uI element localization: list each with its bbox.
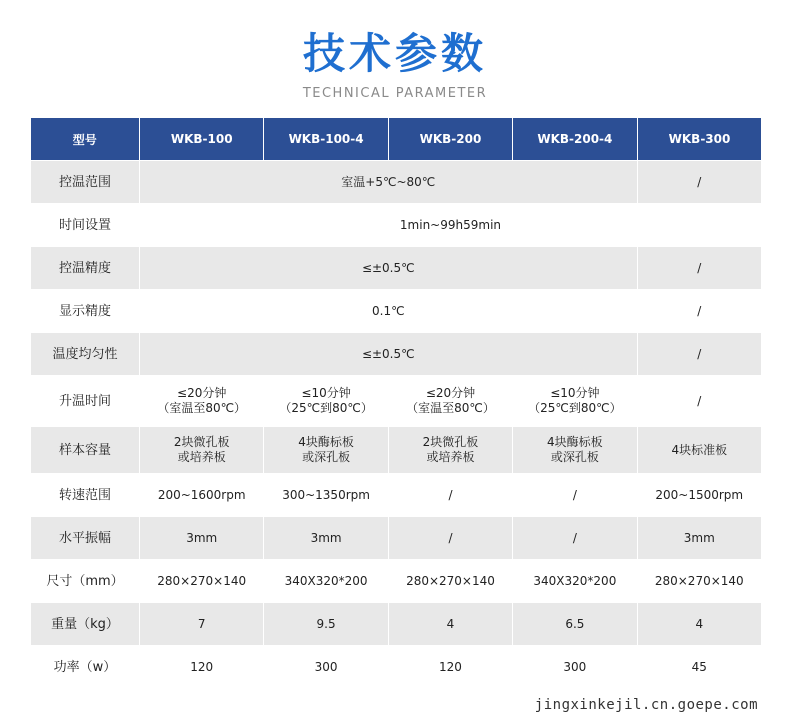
row-label: 样本容量: [31, 427, 140, 474]
cell-wkb-200-4: 340X320*200: [513, 560, 637, 603]
cell-wkb-100-4: 340X320*200: [264, 560, 388, 603]
cell-line: ≤20分钟: [425, 386, 476, 400]
header-model: 型号: [31, 118, 140, 161]
watermark-url: jingxinkejil.cn.goepe.com: [534, 697, 758, 713]
cell-line: 或深孔板: [302, 450, 351, 464]
cell-wkb-300: /: [637, 376, 761, 427]
cell-wkb-200: 4: [388, 603, 512, 646]
table-row-temp-precision: [31, 247, 762, 290]
cell-wkb-200-4: /: [513, 474, 637, 517]
cell-merged: 室温+5℃~80℃: [140, 161, 638, 204]
table-row-weight: [31, 603, 762, 646]
row-label: 温度均匀性: [31, 333, 140, 376]
row-label: 水平振幅: [31, 517, 140, 560]
cell-line: 2块微孔板: [173, 435, 230, 449]
cell-wkb-100: [140, 376, 264, 427]
cell-wkb-300: /: [637, 161, 761, 204]
cell-line: （室温至80℃）: [406, 401, 495, 415]
header-wkb-300: WKB-300: [637, 118, 761, 161]
cell-wkb-200-4: [513, 427, 637, 474]
row-label: 控温范围: [31, 161, 140, 204]
cell-wkb-200: [388, 427, 512, 474]
table-row-time-setting: [31, 204, 762, 247]
cell-wkb-100: 280×270×140: [140, 560, 264, 603]
cell-wkb-200: /: [388, 474, 512, 517]
row-label: 控温精度: [31, 247, 140, 290]
cell-wkb-300: /: [637, 247, 761, 290]
cell-merged: 0.1℃: [140, 290, 638, 333]
cell-line: （室温至80℃）: [157, 401, 247, 415]
table-row-speed: [31, 474, 762, 517]
cell-wkb-100: 120: [140, 646, 264, 689]
cell-wkb-100-4: 300~1350rpm: [264, 474, 388, 517]
table-row-power: [31, 646, 762, 689]
parameter-table: [30, 118, 762, 689]
header-wkb-100: WKB-100: [140, 118, 264, 161]
page-title: 技术参数: [302, 29, 487, 78]
cell-line: 2块微孔板: [422, 435, 479, 449]
cell-line: 4块酶标板: [547, 435, 603, 449]
row-label: 转速范围: [31, 474, 140, 517]
cell-wkb-200-4: /: [513, 517, 637, 560]
cell-wkb-300: 4块标准板: [637, 427, 761, 474]
header-wkb-200-4: WKB-200-4: [513, 118, 637, 161]
cell-merged: ≤±0.5℃: [140, 247, 638, 290]
cell-wkb-200: /: [388, 517, 512, 560]
cell-wkb-100: 3mm: [140, 517, 264, 560]
cell-wkb-200: 280×270×140: [388, 560, 512, 603]
row-label: 重量（kg）: [31, 603, 140, 646]
cell-line: 或培养板: [177, 450, 226, 464]
row-label: 尺寸（mm）: [31, 560, 140, 603]
table-row-uniformity: [31, 333, 762, 376]
cell-line: ≤10分钟: [550, 386, 600, 400]
cell-line: 或培养板: [426, 450, 475, 464]
row-label: 显示精度: [31, 290, 140, 333]
cell-merged: ≤±0.5℃: [140, 333, 638, 376]
header-wkb-200: WKB-200: [388, 118, 512, 161]
page-subtitle: TECHNICAL PARAMETER: [302, 86, 488, 101]
cell-wkb-200: [388, 376, 512, 427]
table-row-temp-range: [31, 161, 762, 204]
row-label: 功率（w）: [31, 646, 140, 689]
cell-wkb-200-4: [513, 376, 637, 427]
table-row-size: [31, 560, 762, 603]
cell-wkb-100: 200~1600rpm: [140, 474, 264, 517]
cell-wkb-200-4: 300: [513, 646, 637, 689]
cell-wkb-100-4: 3mm: [264, 517, 388, 560]
cell-wkb-100-4: [264, 376, 388, 427]
table-row-display-precision: [31, 290, 762, 333]
cell-wkb-100-4: [264, 427, 388, 474]
cell-wkb-300: 3mm: [637, 517, 761, 560]
cell-wkb-100-4: 9.5: [264, 603, 388, 646]
cell-line: ≤20分钟: [177, 386, 227, 400]
cell-wkb-300: 4: [637, 603, 761, 646]
cell-wkb-100: 7: [140, 603, 264, 646]
row-label: 时间设置: [31, 204, 140, 247]
cell-wkb-200: 120: [388, 646, 512, 689]
cell-merged: 1min~99h59min: [140, 204, 762, 247]
cell-wkb-300: 280×270×140: [637, 560, 761, 603]
cell-line: （25℃到80℃）: [279, 401, 373, 415]
cell-wkb-100-4: 300: [264, 646, 388, 689]
table-row-heat-time: [31, 376, 762, 427]
cell-wkb-200-4: 6.5: [513, 603, 637, 646]
table-header-row: [31, 118, 762, 161]
cell-wkb-300: 200~1500rpm: [637, 474, 761, 517]
table-row-capacity: [31, 427, 762, 474]
cell-line: ≤10分钟: [301, 386, 351, 400]
cell-line: （25℃到80℃）: [528, 401, 622, 415]
table-row-amplitude: [31, 517, 762, 560]
cell-line: 4块酶标板: [298, 435, 354, 449]
cell-wkb-300: 45: [637, 646, 761, 689]
cell-wkb-300: /: [637, 333, 761, 376]
cell-line: 或深孔板: [550, 450, 599, 464]
header-wkb-100-4: WKB-100-4: [264, 118, 388, 161]
cell-wkb-100: [140, 427, 264, 474]
cell-wkb-300: /: [637, 290, 761, 333]
row-label: 升温时间: [31, 376, 140, 427]
